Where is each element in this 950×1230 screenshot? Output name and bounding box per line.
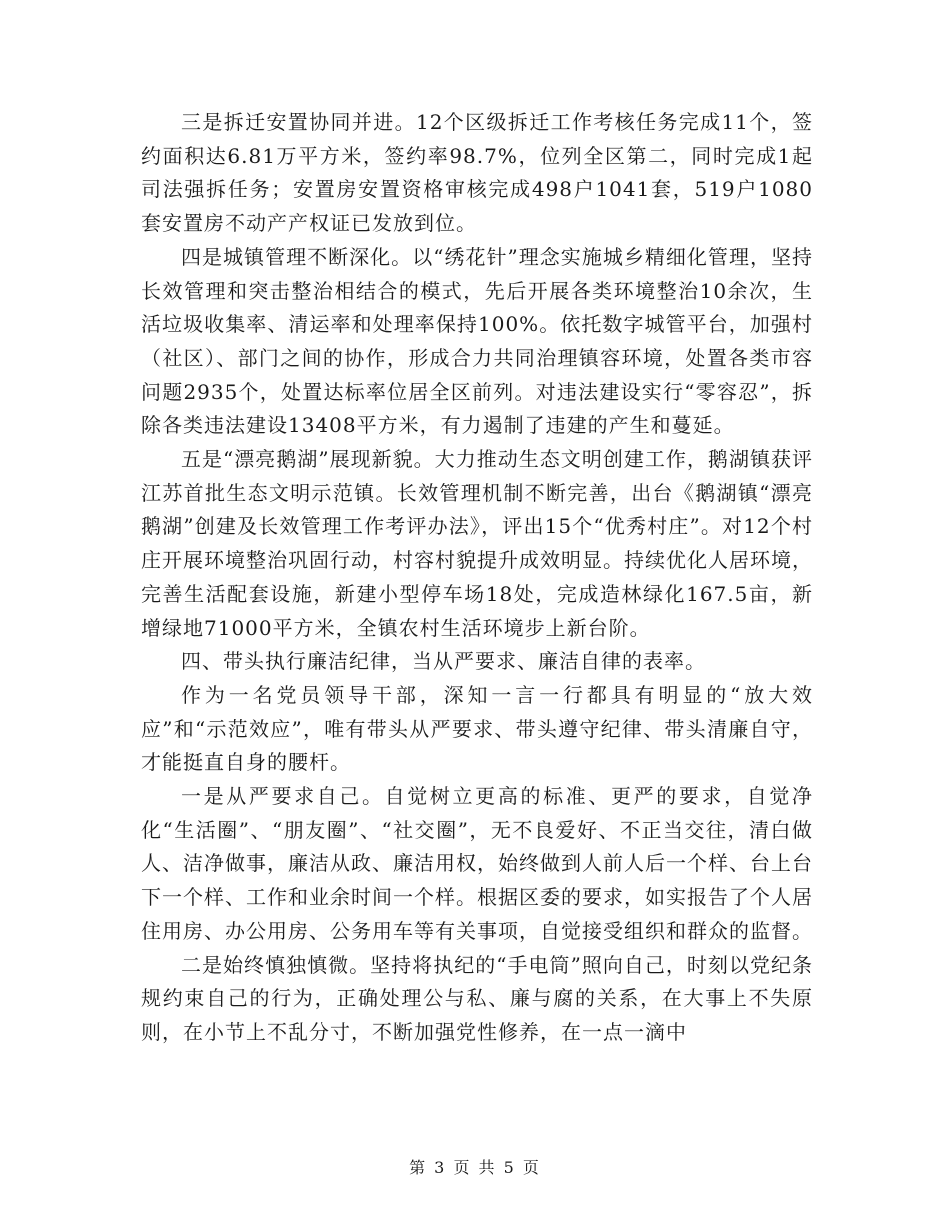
paragraph-demolition-resettlement: 三是拆迁安置协同并进。12个区级拆迁工作考核任务完成11个，签约面积达6.81万平方米，签约率98.7%，位列全区第二，同时完成1起司法强拆任务；安置房安置资格审核完成498户1041套，519户1080套安置房不动产产权证已发放到位。 [141, 110, 813, 236]
section-heading-integrity: 四、带头执行廉洁纪律，当从严要求、廉洁自律的表率。 [181, 649, 706, 674]
paragraph-party-member-role: 作为一名党员领导干部，深知一言一行都具有明显的“放大效应”和“示范效应”，唯有带头从严要求、带头遵守纪律、带头清廉自守，才能挺直自身的腰杆。 [141, 682, 813, 775]
paragraph-town-management: 四是城镇管理不断深化。以“绣花针”理念实施城乡精细化管理，坚持长效管理和突击整治相结合的模式，先后开展各类环境整治10余次，生活垃圾收集率、清运率和处理率保持100%。依托数字城管平台，加强村（社区）、部门之间的协作，形成合力共同治理镇容环境，处置各类市容问题2935个，处置达标率位居全区前列。对违法建设实行“零容忍”，拆除各类违法建设13408平方米，有力遏制了违建的产生和蔓延。 [141, 244, 813, 438]
paragraph-beautiful-ehu: 五是“漂亮鹅湖”展现新貌。大力推动生态文明创建工作，鹅湖镇获评江苏首批生态文明示范镇。长效管理机制不断完善，出台《鹅湖镇“漂亮鹅湖”创建及长效管理工作考评办法》，评出15个“优秀村庄”。对12个村庄开展环境整治巩固行动，村容村貌提升成效明显。持续优化人居环境，完善生活配套设施，新建小型停车场18处，完成造林绿化167.5亩，新增绿地71000平方米，全镇农村生活环境步上新台阶。 [141, 447, 813, 640]
paragraph-self-discipline: 二是始终慎独慎微。坚持将执纪的“手电筒”照向自己，时刻以党纪条规约束自己的行为，正确处理公与私、廉与腐的关系，在大事上不失原则，在小节上不乱分寸，不断加强党性修养，在一点一滴中 [141, 952, 813, 1044]
page-number-footer: 第 3 页 共 5 页 [409, 1158, 541, 1177]
document-body [141, 106, 813, 1050]
paragraph-strict-self-requirement: 一是从严要求自己。自觉树立更高的标准、更严的要求，自觉净化“生活圈”、“朋友圈”、“社交圈”，无不良爱好、不正当交往，清白做人、洁净做事，廉洁从政、廉洁用权，始终做到人前人后一个样、台上台下一个样、工作和业余时间一个样。根据区委的要求，如实报告了个人居住用房、办公用房、公务用车等有关事项，自觉接受组织和群众的监督。 [141, 784, 813, 943]
